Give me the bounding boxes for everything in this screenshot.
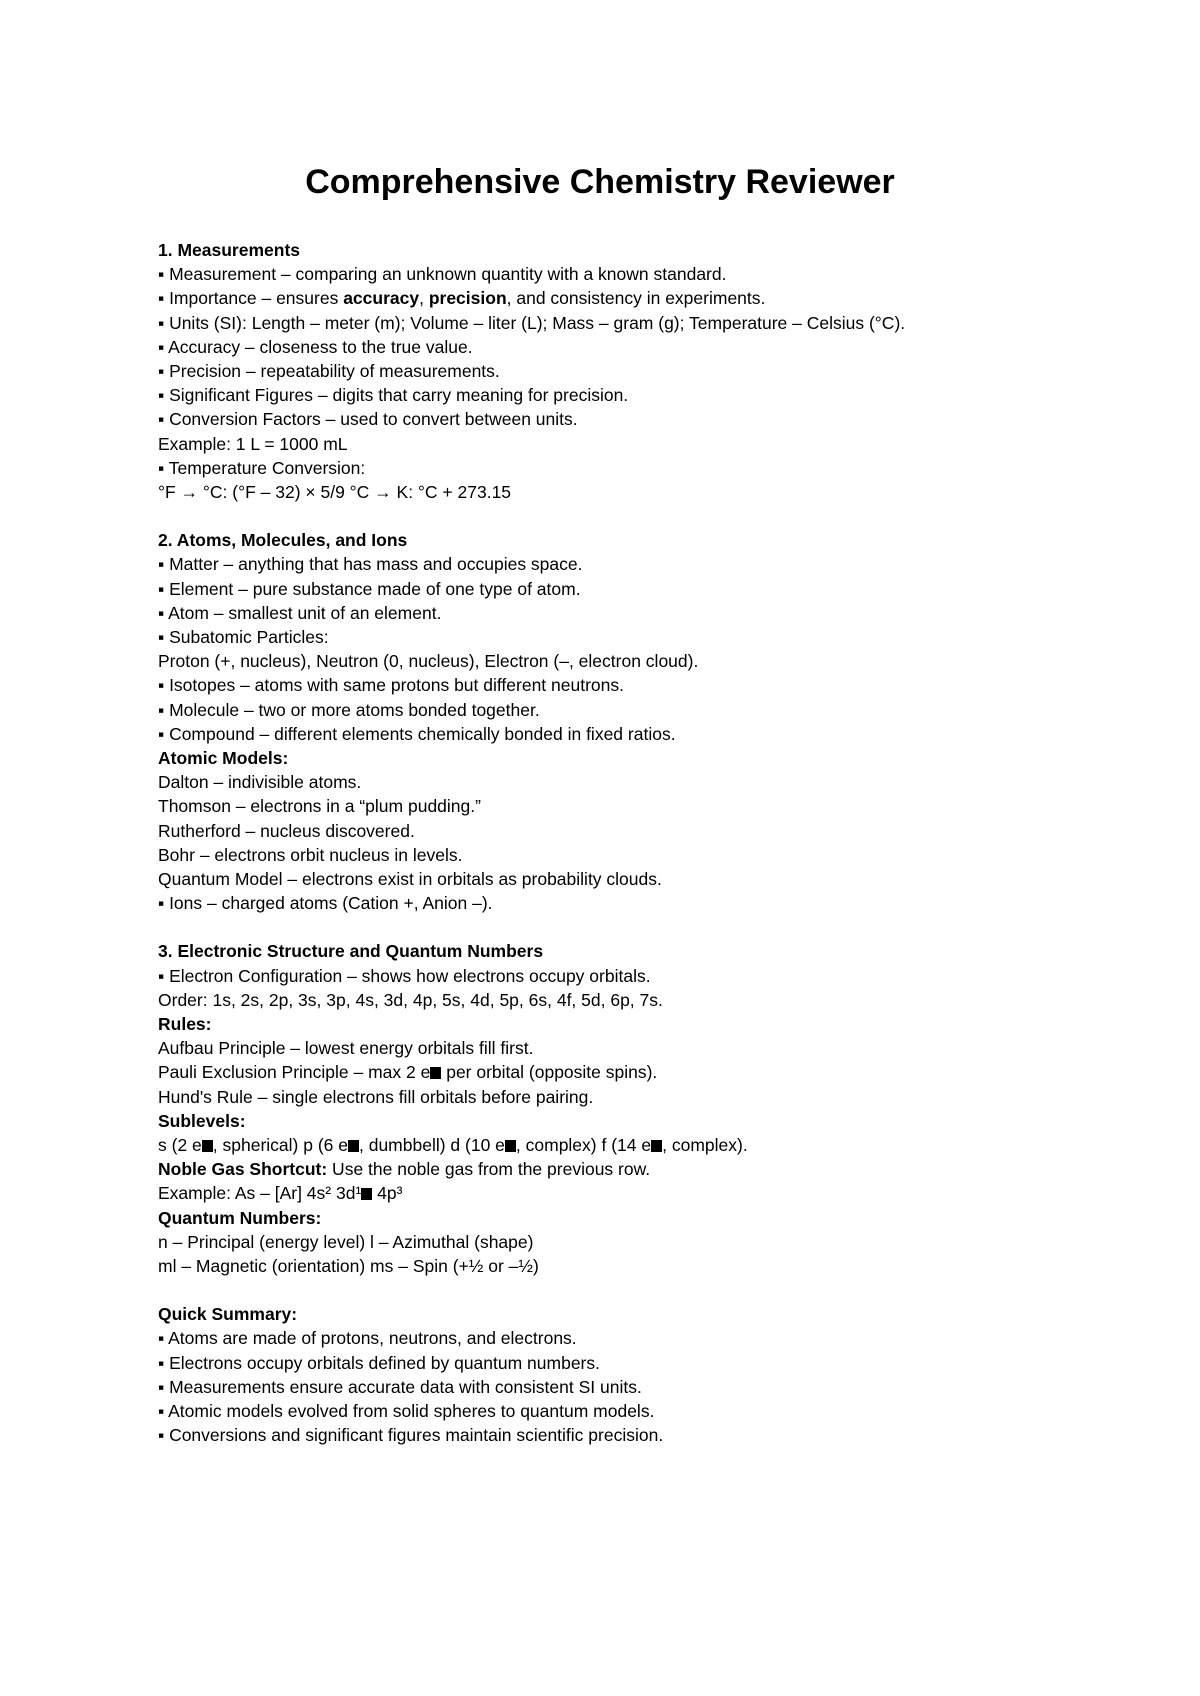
list-item: ▪ Temperature Conversion: bbox=[158, 457, 366, 478]
missing-glyph-icon bbox=[505, 1140, 516, 1152]
list-item: ▪ Compound – different elements chemically bonded in fixed ratios. bbox=[158, 723, 676, 744]
text-line: Pauli Exclusion Principle – max 2 e per orbital (opposite spins). bbox=[158, 1062, 658, 1083]
section-heading-measurements: 1. Measurements bbox=[158, 240, 301, 260]
list-item: ▪ Importance – ensures accuracy, precision, and consistency in experiments. bbox=[158, 288, 766, 309]
missing-glyph-icon bbox=[348, 1140, 359, 1152]
text-line: Quantum Model – electrons exist in orbitals as probability clouds. bbox=[158, 868, 662, 889]
list-item: ▪ Electron Configuration – shows how electrons occupy orbitals. bbox=[158, 965, 651, 986]
bold-term: accuracy bbox=[343, 288, 420, 309]
subheading-sublevels: Sublevels: bbox=[158, 1110, 246, 1131]
text-line: Hund's Rule – single electrons fill orbitals before pairing. bbox=[158, 1086, 594, 1107]
list-item: ▪ Conversions and significant figures maintain scientific precision. bbox=[158, 1425, 664, 1446]
list-item: ▪ Subatomic Particles: bbox=[158, 627, 329, 647]
example-line: Example: As – [Ar] 4s² 3d¹ 4p³ bbox=[158, 1183, 403, 1204]
list-item: ▪ Significant Figures – digits that carry meaning for precision. bbox=[158, 385, 629, 406]
bold-term: precision bbox=[428, 288, 507, 309]
list-item: ▪ Precision – repeatability of measurements. bbox=[158, 360, 500, 381]
subheading-rules: Rules: bbox=[158, 1014, 212, 1034]
subheading-quick-summary: Quick Summary: bbox=[158, 1304, 298, 1325]
list-item: ▪ Isotopes – atoms with same protons but different neutrons. bbox=[158, 675, 624, 696]
list-item: ▪ Atomic models evolved from solid spheres to quantum models. bbox=[158, 1401, 655, 1421]
text-line: Proton (+, nucleus), Neutron (0, nucleus), Electron (–, electron cloud). bbox=[158, 651, 699, 672]
page-title: Comprehensive Chemistry Reviewer bbox=[305, 163, 895, 201]
text-line: Bohr – electrons orbit nucleus in levels. bbox=[158, 844, 463, 865]
example-line: Example: 1 L = 1000 mL bbox=[158, 433, 348, 454]
subheading-atomic-models: Atomic Models: bbox=[158, 747, 289, 768]
subheading-quantum-numbers: Quantum Numbers: bbox=[158, 1207, 322, 1228]
list-item: ▪ Measurement – comparing an unknown quantity with a known standard. bbox=[158, 264, 727, 285]
list-item: ▪ Units (SI): Length – meter (m); Volume – liter (L); Mass – gram (g); Temperature – Celsius (°C). bbox=[158, 312, 906, 333]
section-heading-atoms: 2. Atoms, Molecules, and Ions bbox=[158, 530, 408, 551]
list-item: ▪ Ions – charged atoms (Cation +, Anion –). bbox=[158, 893, 493, 914]
missing-glyph-icon bbox=[202, 1140, 213, 1152]
missing-glyph-icon bbox=[361, 1188, 372, 1200]
spacer bbox=[158, 1278, 1098, 1302]
text-line: Thomson – electrons in a “plum pudding.” bbox=[158, 796, 481, 817]
section-heading-electronic: 3. Electronic Structure and Quantum Numbers bbox=[158, 941, 544, 962]
list-item: ▪ Accuracy – closeness to the true value. bbox=[158, 336, 473, 357]
formula-line: °F → °C: (°F – 32) × 5/9 °C → K: °C + 273.15 bbox=[158, 481, 512, 502]
list-item: ▪ Matter – anything that has mass and occupies space. bbox=[158, 554, 583, 575]
text-line: s (2 e , spherical) p (6 e , dumbbell) d (10 e , complex) f (14 e , complex). bbox=[158, 1134, 748, 1155]
text-line: Rutherford – nucleus discovered. bbox=[158, 820, 415, 841]
list-item: ▪ Electrons occupy orbitals defined by quantum numbers. bbox=[158, 1352, 600, 1373]
subheading-noble-gas: Noble Gas Shortcut: bbox=[158, 1159, 328, 1180]
text-line: ml – Magnetic (orientation) ms – Spin (+½ or –½) bbox=[158, 1255, 539, 1276]
text-line: n – Principal (energy level) l – Azimuthal (shape) bbox=[158, 1231, 534, 1252]
spacer bbox=[158, 915, 1098, 939]
list-item: ▪ Atom – smallest unit of an element. bbox=[158, 602, 442, 623]
list-item: ▪ Atoms are made of protons, neutrons, and electrons. bbox=[158, 1328, 577, 1349]
text-line: Noble Gas Shortcut: Use the noble gas from the previous row. bbox=[158, 1159, 651, 1180]
spacer bbox=[158, 504, 1098, 528]
text-line: Order: 1s, 2s, 2p, 3s, 3p, 4s, 3d, 4p, 5s, 4d, 5p, 6s, 4f, 5d, 6p, 7s. bbox=[158, 989, 663, 1010]
missing-glyph-icon bbox=[651, 1140, 662, 1152]
list-item: ▪ Measurements ensure accurate data with consistent SI units. bbox=[158, 1376, 642, 1397]
list-item: ▪ Element – pure substance made of one type of atom. bbox=[158, 578, 581, 599]
text-line: Aufbau Principle – lowest energy orbitals fill first. bbox=[158, 1038, 534, 1059]
list-item: ▪ Conversion Factors – used to convert between units. bbox=[158, 409, 578, 430]
document-body bbox=[158, 238, 1098, 1447]
missing-glyph-icon bbox=[430, 1067, 441, 1079]
list-item: ▪ Molecule – two or more atoms bonded together. bbox=[158, 699, 540, 720]
text-line: Dalton – indivisible atoms. bbox=[158, 772, 362, 793]
